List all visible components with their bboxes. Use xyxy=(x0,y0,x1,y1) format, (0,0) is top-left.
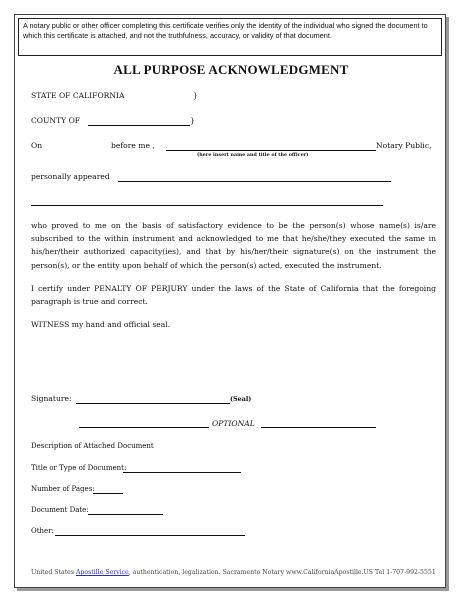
title-type-label: Title or Type of Document: xyxy=(31,464,127,472)
personally-appeared-label: personally appeared xyxy=(31,172,110,181)
notary-public-label: Notary Public, xyxy=(376,141,432,150)
optional-rule-left xyxy=(79,427,209,428)
witness-line: WITNESS my hand and official seal. xyxy=(31,320,171,329)
signature-label: Signature: xyxy=(31,394,72,403)
county-label: COUNTY OF xyxy=(31,116,81,125)
state-label: STATE OF CALIFORNIA xyxy=(31,91,125,100)
notary-notice-box: A notary public or other officer completing this certificate verifies only the identity of the individual who signed the document to which this certificate is attached, and not the truthfulness, accuracy, or validity of that document. xyxy=(18,18,442,56)
pages-label: Number of Pages: xyxy=(31,485,95,493)
footer-suffix: , authentication, legalization. Sacramento Notary www.CaliforniaApostille.US Tel 1-707-992-5551 xyxy=(128,569,436,576)
seal-label: (Seal) xyxy=(230,395,252,403)
pages-field[interactable] xyxy=(93,493,123,494)
officer-name-field[interactable] xyxy=(166,150,376,151)
document-date-label: Document Date: xyxy=(31,506,89,514)
personally-appeared-field-2[interactable] xyxy=(31,205,383,206)
on-label: On xyxy=(31,141,43,150)
optional-rule-right xyxy=(261,427,376,428)
state-brace: } xyxy=(193,91,198,100)
officer-insert-note: (here insert name and title of the officer) xyxy=(197,152,309,158)
document-date-field[interactable] xyxy=(88,514,163,515)
optional-label: OPTIONAL xyxy=(212,419,255,428)
title-type-field[interactable] xyxy=(123,472,241,473)
footer xyxy=(31,569,436,576)
certify-paragraph: I certify under PENALTY OF PERJURY under the laws of the State of California that the foregoing paragraph is true and correct. xyxy=(31,284,436,307)
county-field[interactable] xyxy=(88,125,190,126)
before-me-label: before me , xyxy=(111,141,155,150)
personally-appeared-field[interactable] xyxy=(118,181,391,182)
acknowledgment-form xyxy=(14,14,446,588)
signature-field[interactable] xyxy=(76,403,230,404)
county-brace: } xyxy=(190,116,195,125)
footer-prefix: United States xyxy=(31,569,74,576)
apostille-service-link[interactable]: Apostille Service xyxy=(75,569,129,576)
description-heading: Description of Attached Document xyxy=(31,442,154,450)
form-title: ALL PURPOSE ACKNOWLEDGMENT xyxy=(113,62,349,77)
other-field[interactable] xyxy=(55,535,245,536)
other-label: Other: xyxy=(31,527,54,535)
proof-paragraph: who proved to me on the basis of satisfactory evidence to be the person(s) whose name(s) is/are subscribed to the within instrument and acknowledged to me that he/she/they executed the same in his/her/their authorized capacity(ies), and that by his/her/their signature(s) on the instrument the person(s), or the entity upon behalf of which the person(s) acted, executed the instrument. xyxy=(31,221,436,270)
